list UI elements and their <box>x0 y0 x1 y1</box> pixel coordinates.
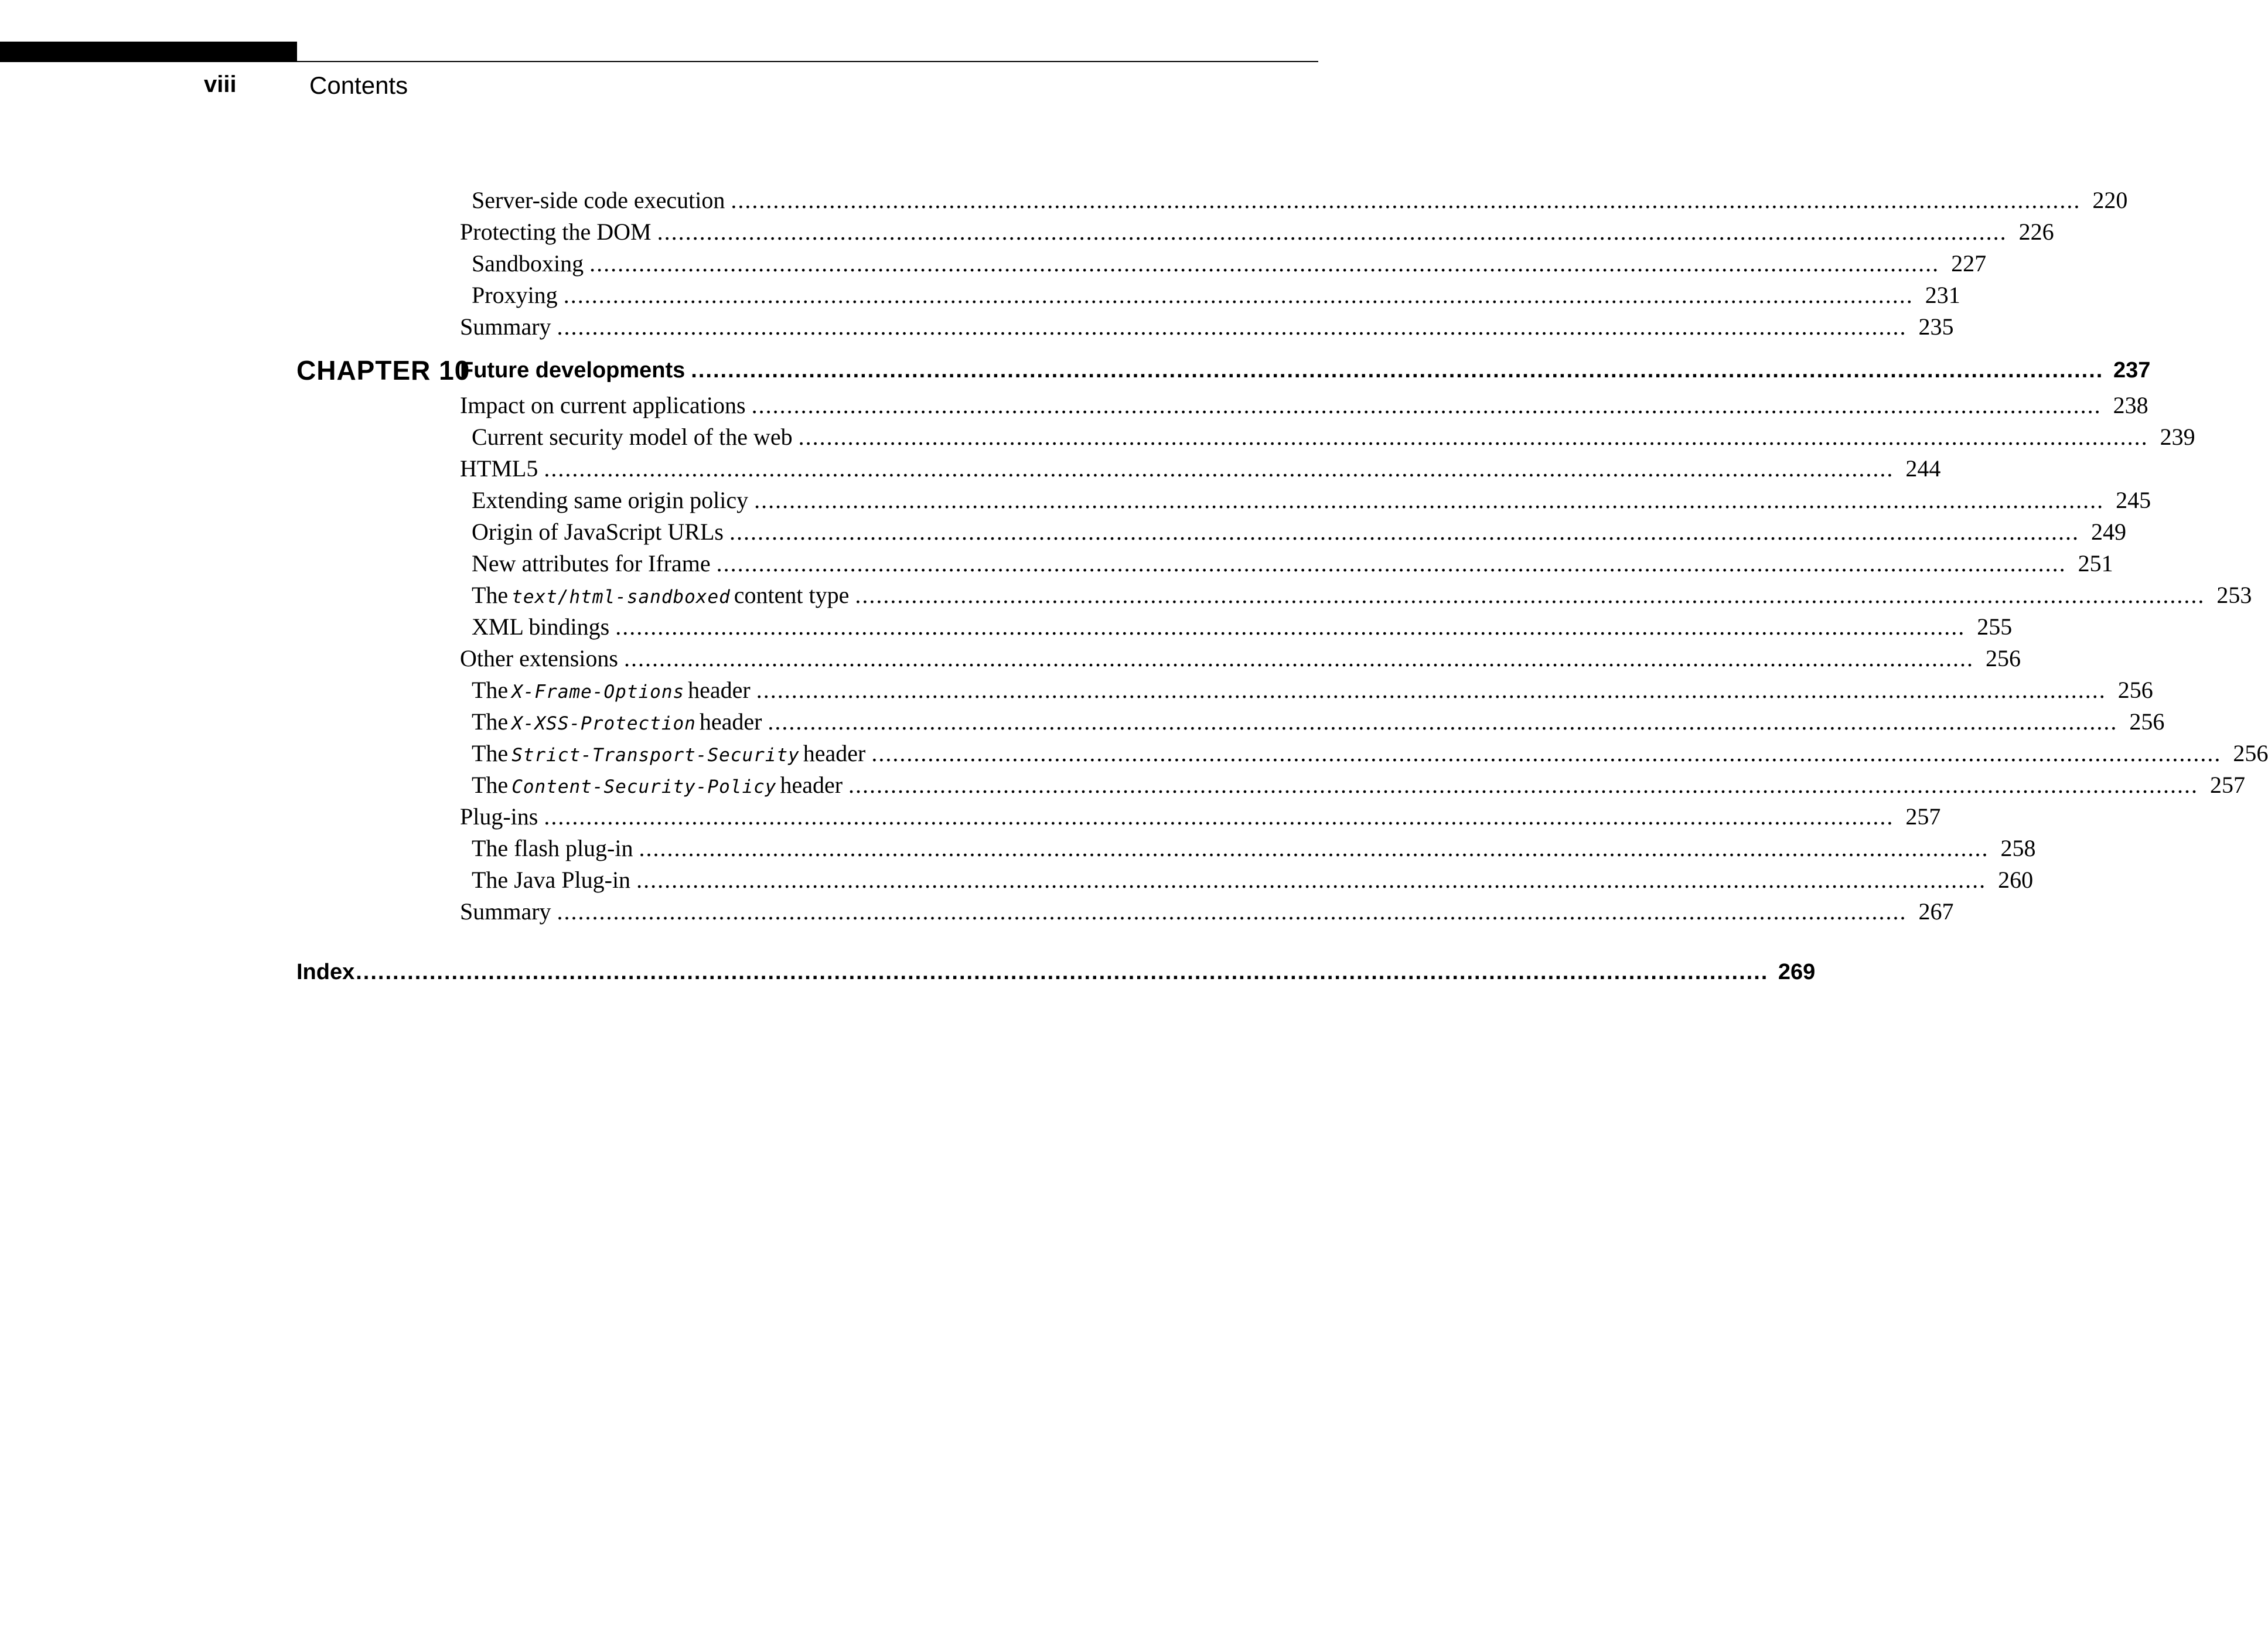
toc-entry-page: 260 <box>1998 867 2034 893</box>
toc-entry-code: Strict-Transport-Security <box>511 745 800 766</box>
toc-entry-page: 256 <box>2129 708 2165 735</box>
toc-entry-x-xss-protection[interactable] <box>472 708 2165 739</box>
toc-entry-title: XML bindings <box>472 613 610 640</box>
toc-entry-summary-ch10[interactable] <box>460 898 1954 929</box>
toc-entry-title-post: header <box>803 740 866 766</box>
toc-entry-title: New attributes for Iframe <box>472 550 711 577</box>
toc-entry-page: 256 <box>1985 645 2021 671</box>
toc-leader: ................................................................................................................................................................................................ <box>636 867 1987 893</box>
toc-entry-code: X-XSS-Protection <box>511 713 696 734</box>
toc-entry-other-extensions[interactable] <box>460 645 2021 676</box>
toc-entry-title: Plug-ins <box>460 803 538 830</box>
toc-leader: ................................................................................................................................................................................................ <box>639 835 1989 861</box>
toc-leader: ................................................................................................................................................................................................ <box>855 582 2205 608</box>
toc-entry-page: 255 <box>1977 613 2013 640</box>
toc-entry-proxying[interactable] <box>472 281 1960 313</box>
toc-entry-page: 220 <box>2092 187 2128 213</box>
header-bar <box>0 42 297 62</box>
toc-entry-xml-bindings[interactable] <box>472 613 2013 645</box>
header-rule <box>297 61 1318 62</box>
toc-entry-page: 244 <box>1905 455 1941 482</box>
toc-entry-summary[interactable] <box>460 313 1954 345</box>
toc-leader: ................................................................................................................................................................................................ <box>798 424 2148 450</box>
toc-entry-flash-plug-in[interactable] <box>472 834 2036 866</box>
toc-leader: ................................................................................................................................................................................................ <box>768 708 2118 735</box>
toc-entry-title: The Java Plug-in <box>472 867 631 893</box>
toc-entry-page: 257 <box>2210 772 2246 798</box>
toc-leader: ................................................................................................................................................................................................ <box>615 613 1966 640</box>
toc-entry-page: 258 <box>2000 835 2036 861</box>
toc-entry-title-pre: The <box>472 772 509 798</box>
toc-leader: ................................................................................................................................................................................................ <box>356 960 1769 984</box>
toc-entry-page: 238 <box>2113 392 2148 418</box>
toc-entry-title-post: header <box>688 677 751 703</box>
toc-entry-page: 251 <box>2078 550 2113 577</box>
toc-entry-code: X-Frame-Options <box>511 681 685 703</box>
toc-index-page: 269 <box>1778 960 1816 984</box>
toc-entry-x-frame-options[interactable] <box>472 676 2153 708</box>
toc-entry-title-post: header <box>780 772 843 798</box>
toc-leader: ................................................................................................................................................................................................ <box>716 550 2066 577</box>
toc-entry-server-side-code-execution[interactable] <box>472 186 2128 218</box>
toc-leader: ................................................................................................................................................................................................ <box>729 519 2079 545</box>
toc-entry-code: Content-Security-Policy <box>511 776 777 797</box>
toc-entry-title: Summary <box>460 898 551 925</box>
toc-entry-page: 257 <box>1905 803 1941 830</box>
toc-index-title: Index <box>296 960 355 984</box>
toc-leader: ................................................................................................................................................................................................ <box>731 187 2081 213</box>
toc-entry-java-plug-in[interactable] <box>472 866 2034 898</box>
toc-leader: ................................................................................................................................................................................................ <box>691 358 2104 383</box>
toc-index[interactable] <box>296 960 1816 991</box>
toc-entry-protecting-the-dom[interactable] <box>460 218 2054 250</box>
toc-entry-content-security-policy[interactable] <box>472 771 2246 803</box>
toc-entry-page: 239 <box>2160 424 2195 450</box>
toc-chapter-page: 237 <box>2113 358 2151 383</box>
toc-entry-page: 245 <box>2116 487 2151 513</box>
toc-entry-plug-ins[interactable] <box>460 803 1941 834</box>
toc-entry-code: text/html-sandboxed <box>511 587 731 608</box>
toc-entry-impact-on-current-applications[interactable] <box>460 391 2148 423</box>
toc-entry-title: Summary <box>460 313 551 340</box>
toc-entry-page: 256 <box>2117 677 2153 703</box>
toc-entry-title: The flash plug-in <box>472 835 633 861</box>
toc-entry-page: 267 <box>1918 898 1954 925</box>
toc-entry-title: Extending same origin policy <box>472 487 749 513</box>
toc-entry-title: Origin of JavaScript URLs <box>472 519 724 545</box>
toc-entry-extending-same-origin-policy[interactable] <box>472 486 2151 518</box>
toc-entry-origin-of-javascript-urls[interactable] <box>472 518 2126 550</box>
toc-leader: ................................................................................................................................................................................................ <box>657 219 2007 245</box>
toc-chapter-future-developments[interactable] <box>460 358 2151 390</box>
toc-entry-page: 226 <box>2018 219 2054 245</box>
toc-entry-title: Server-side code execution <box>472 187 725 213</box>
toc-entry-sandboxing[interactable] <box>472 250 1987 281</box>
toc-entry-title: Impact on current applications <box>460 392 746 418</box>
toc-leader: ................................................................................................................................................................................................ <box>589 250 1940 277</box>
toc-entry-title: HTML5 <box>460 455 538 482</box>
toc-entry-title: Protecting the DOM <box>460 219 652 245</box>
toc-entry-current-security-model[interactable] <box>472 423 2195 455</box>
toc-entry-title-post: header <box>699 708 762 735</box>
toc-entry-title: Proxying <box>472 282 558 308</box>
toc-entry-title-pre: The <box>472 582 509 608</box>
toc-entry-text-html-sandboxed[interactable] <box>472 581 2252 613</box>
toc-entry-page: 253 <box>2216 582 2252 608</box>
toc-entry-new-attributes-for-iframe[interactable] <box>472 550 2113 581</box>
chapter-label: CHAPTER 10 <box>296 355 470 386</box>
toc-leader: ................................................................................................................................................................................................ <box>623 645 1974 671</box>
toc-leader: ................................................................................................................................................................................................ <box>544 803 1894 830</box>
toc-entry-html5[interactable] <box>460 455 1941 486</box>
toc-entry-title-post: content type <box>734 582 850 608</box>
toc-entry-page: 227 <box>1951 250 1987 277</box>
toc-entry-title-pre: The <box>472 740 509 766</box>
toc-leader: ................................................................................................................................................................................................ <box>754 487 2105 513</box>
toc-leader: ................................................................................................................................................................................................ <box>871 740 2222 766</box>
toc-leader: ................................................................................................................................................................................................ <box>751 392 2102 418</box>
toc-chapter-title: Future developments <box>460 358 685 383</box>
running-head: Contents <box>309 71 408 99</box>
toc-entry-title: Current security model of the web <box>472 424 793 450</box>
toc-leader: ................................................................................................................................................................................................ <box>848 772 2199 798</box>
toc-entry-title-pre: The <box>472 677 509 703</box>
toc-leader: ................................................................................................................................................................................................ <box>756 677 2106 703</box>
toc-leader: ................................................................................................................................................................................................ <box>557 898 1907 925</box>
toc-entry-page: 256 <box>2233 740 2268 766</box>
toc-entry-page: 249 <box>2090 519 2126 545</box>
toc-entry-title-pre: The <box>472 708 509 735</box>
toc-entry-title: Other extensions <box>460 645 618 671</box>
toc-leader: ................................................................................................................................................................................................ <box>557 313 1907 340</box>
toc-leader: ................................................................................................................................................................................................ <box>544 455 1894 482</box>
toc-leader: ................................................................................................................................................................................................ <box>563 282 1914 308</box>
toc-entry-title: Sandboxing <box>472 250 584 277</box>
toc-entry-page: 235 <box>1918 313 1954 340</box>
toc-entry-strict-transport-security[interactable] <box>472 739 2268 771</box>
page-number: viii <box>204 71 237 97</box>
toc-entry-page: 231 <box>1925 282 1960 308</box>
